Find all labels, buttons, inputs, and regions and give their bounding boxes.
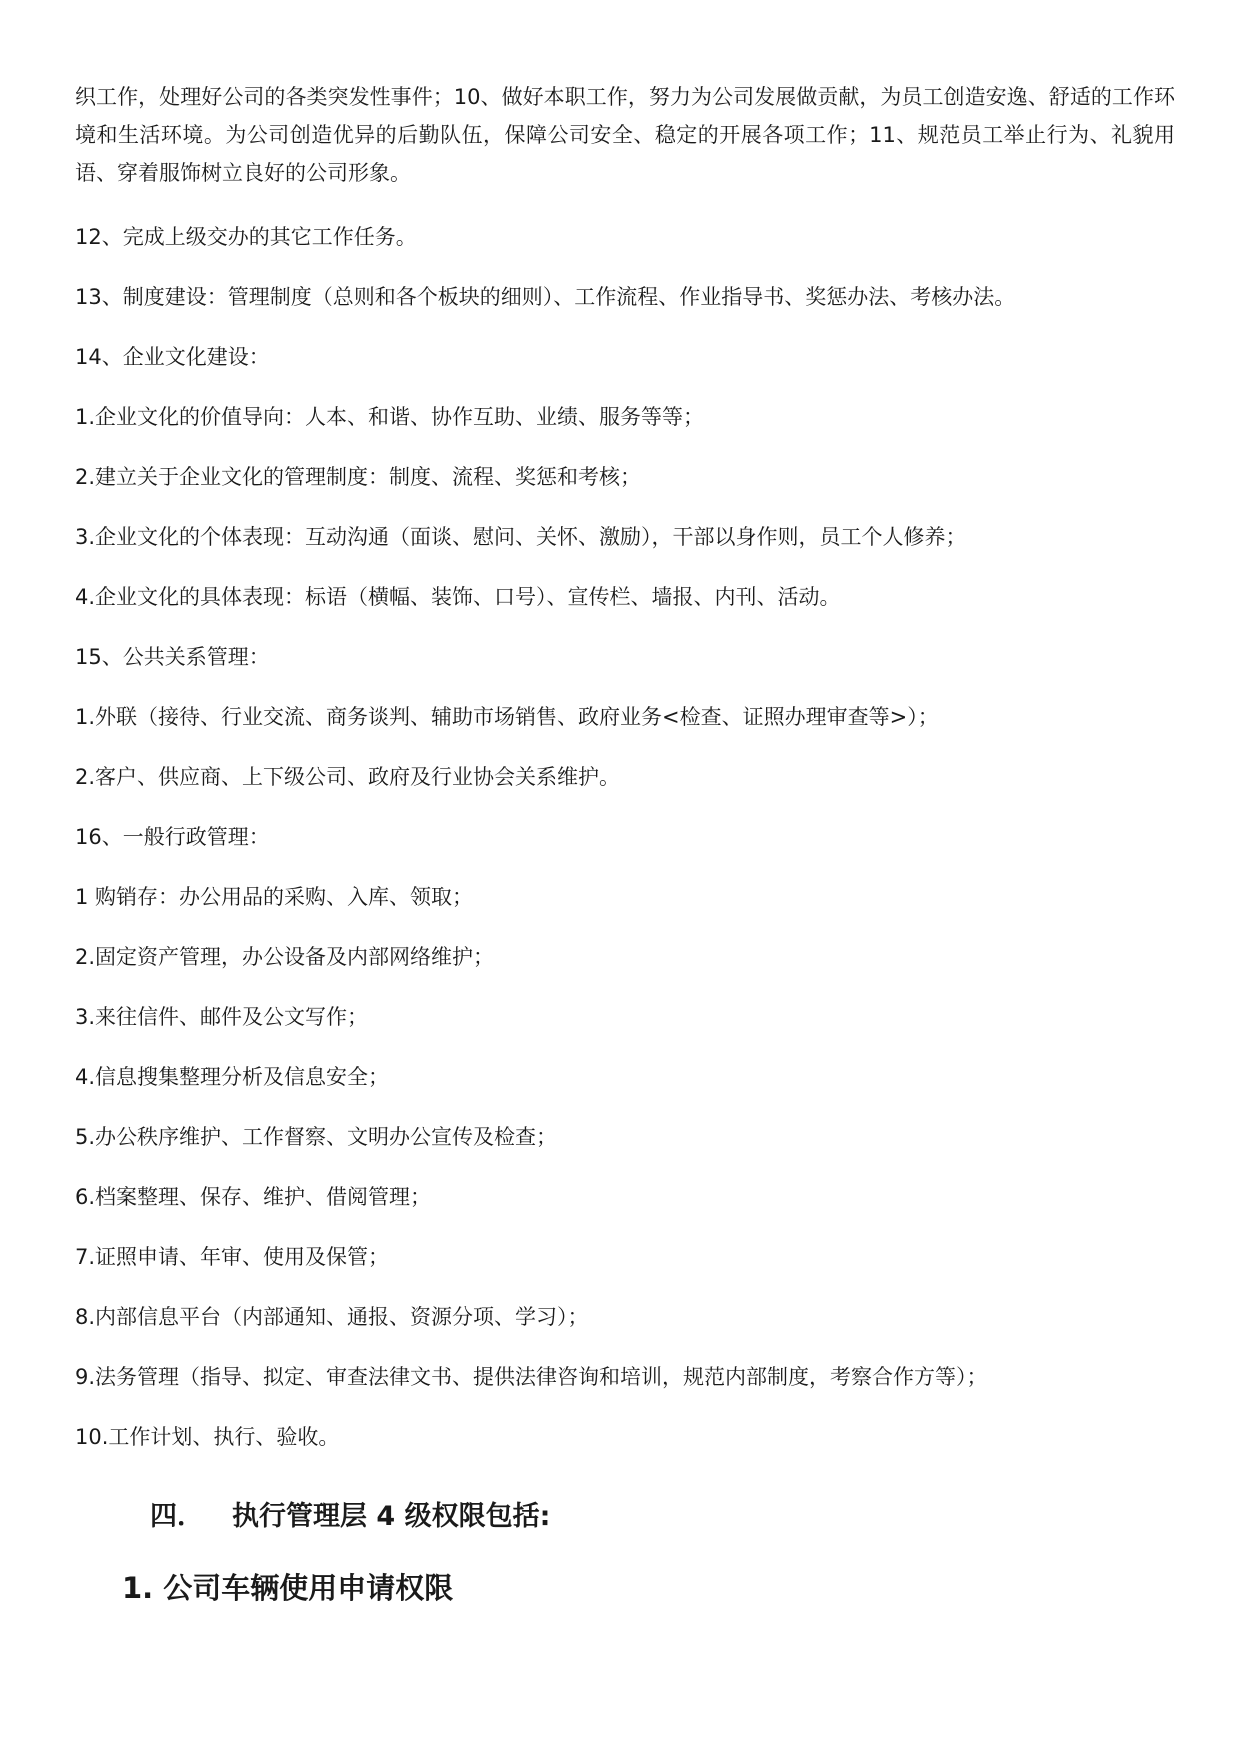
list-line-16: 16、一般行政管理： bbox=[75, 825, 270, 849]
section-heading-number: 四． bbox=[150, 1501, 204, 1532]
list-line-14: 14、企业文化建设： bbox=[75, 345, 270, 369]
culture-item-3: 3.企业文化的个体表现：互动沟通（面谈、慰问、关怀、激励），干部以身作则，员工个人修养； bbox=[75, 525, 967, 549]
admin-item-10: 10.工作计划、执行、验收。 bbox=[75, 1425, 340, 1449]
culture-item-1: 1.企业文化的价值导向：人本、和谐、协作互助、业绩、服务等等； bbox=[75, 405, 705, 429]
admin-item-7: 7.证照申请、年审、使用及保管； bbox=[75, 1245, 390, 1269]
admin-item-8: 8.内部信息平台（内部通知、通报、资源分项、学习）； bbox=[75, 1305, 589, 1329]
culture-item-4: 4.企业文化的具体表现：标语（横幅、装饰、口号）、宣传栏、墙报、内刊、活动。 bbox=[75, 585, 841, 609]
subsection-heading: 1. 公司车辆使用申请权限 bbox=[122, 1571, 454, 1605]
admin-item-2: 2.固定资产管理，办公设备及内部网络维护； bbox=[75, 945, 495, 969]
section-heading-title: 执行管理层 4 级权限包括: bbox=[232, 1501, 551, 1532]
admin-item-1: 1 购销存：办公用品的采购、入库、领取； bbox=[75, 885, 474, 909]
admin-item-6: 6.档案整理、保存、维护、借阅管理； bbox=[75, 1185, 432, 1209]
list-line-15: 15、公共关系管理： bbox=[75, 645, 270, 669]
admin-item-5: 5.办公秩序维护、工作督察、文明办公宣传及检查； bbox=[75, 1125, 558, 1149]
admin-item-9: 9.法务管理（指导、拟定、审查法律文书、提供法律咨询和培训，规范内部制度，考察合作方等）； bbox=[75, 1365, 988, 1389]
pr-item-2: 2.客户、供应商、上下级公司、政府及行业协会关系维护。 bbox=[75, 765, 621, 789]
list-line-12: 12、完成上级交办的其它工作任务。 bbox=[75, 225, 417, 249]
culture-item-2: 2.建立关于企业文化的管理制度：制度、流程、奖惩和考核； bbox=[75, 465, 642, 489]
pr-item-1: 1.外联（接待、行业交流、商务谈判、辅助市场销售、政府业务<检查、证照办理审查等>）； bbox=[75, 705, 939, 729]
section-heading bbox=[150, 1500, 550, 1534]
list-line-13: 13、制度建设：管理制度（总则和各个板块的细则）、工作流程、作业指导书、奖惩办法、考核办法。 bbox=[75, 285, 1016, 309]
admin-item-3: 3.来往信件、邮件及公文写作； bbox=[75, 1005, 369, 1029]
admin-item-4: 4.信息搜集整理分析及信息安全； bbox=[75, 1065, 390, 1089]
intro-paragraph: 织工作，处理好公司的各类突发性事件；10、做好本职工作，努力为公司发展做贡献，为员工创造安逸、舒适的工作环境和生活环境。为公司创造优异的后勤队伍，保障公司安全、稳定的开展各项工作；11、规范员工举止行为、礼貌用语、穿着服饰树立良好的公司形象。 bbox=[75, 85, 1175, 185]
